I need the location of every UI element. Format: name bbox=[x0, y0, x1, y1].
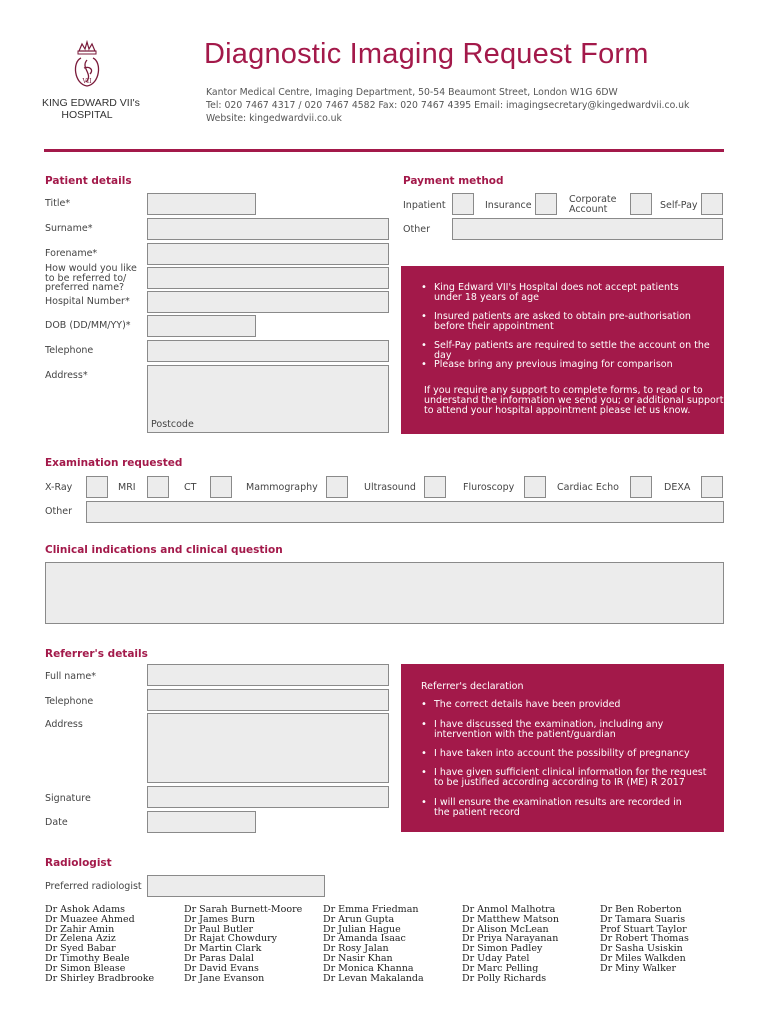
referrer-full-name-field[interactable] bbox=[147, 664, 389, 686]
cardiac-echo-checkbox[interactable] bbox=[630, 476, 652, 498]
examination-heading: Examination requested bbox=[45, 457, 183, 469]
payment-method-heading: Payment method bbox=[403, 175, 504, 187]
hospital-name-line2: HOSPITAL bbox=[61, 109, 113, 121]
radiologist-name: Dr Anmol Malhotra bbox=[462, 904, 556, 915]
radiologist-name: Dr Sarah Burnett-Moore bbox=[184, 904, 303, 915]
fluroscopy-checkbox[interactable] bbox=[524, 476, 546, 498]
info-support-note: If you require any support to complete forms, to read or to understand the information we send you; or additional support to attend your hospital appointment please let us know. bbox=[424, 385, 724, 416]
radiologist-name: Dr Priya Narayanan bbox=[462, 933, 559, 945]
date-field[interactable] bbox=[147, 811, 256, 833]
header-contact: Tel: 020 7467 4317 / 020 7467 4582 Fax: 020 7467 4395 Email: imagingsecretary@kingedwardvii.co.uk bbox=[206, 100, 690, 111]
dexa-label: DEXA bbox=[664, 482, 691, 493]
hospital-logo bbox=[42, 40, 140, 124]
radiologist-name: Dr Syed Babar bbox=[45, 943, 116, 955]
radiologist-name: Dr Nasir Khan bbox=[323, 952, 393, 964]
date-label: Date bbox=[45, 817, 68, 828]
radiologist-column-4 bbox=[462, 905, 559, 983]
referrer-address-field[interactable] bbox=[147, 713, 389, 783]
preferred-radiologist-field[interactable] bbox=[147, 875, 325, 897]
insurance-checkbox[interactable] bbox=[535, 193, 557, 215]
radiologist-name: Prof Stuart Taylor bbox=[600, 923, 687, 935]
radiologist-name: Dr Ashok Adams bbox=[45, 904, 126, 915]
self-pay-checkbox[interactable] bbox=[701, 193, 723, 215]
corporate-account-checkbox[interactable] bbox=[630, 193, 652, 215]
referrer-telephone-field[interactable] bbox=[147, 689, 389, 711]
radiologist-name: Dr Tamara Suaris bbox=[600, 913, 686, 925]
dexa-checkbox[interactable] bbox=[701, 476, 723, 498]
radiologist-name: Dr Martin Clark bbox=[184, 943, 262, 955]
hospital-number-label: Hospital Number* bbox=[45, 296, 130, 307]
radiologist-name: Dr Alison McLean bbox=[462, 923, 549, 935]
radiologist-name: Dr Levan Makalanda bbox=[323, 972, 424, 984]
ultrasound-label: Ultrasound bbox=[364, 482, 416, 493]
radiologist-name: Dr James Burn bbox=[184, 913, 255, 925]
ct-label: CT bbox=[184, 482, 197, 493]
clinical-question-field[interactable] bbox=[45, 562, 724, 624]
inpatient-checkbox[interactable] bbox=[452, 193, 474, 215]
hospital-number-field[interactable] bbox=[147, 291, 389, 313]
patient-info-panel: • King Edward VII's Hospital does not accept patients under 18 years of age • Insured patients are asked to obtain pre-authorisation before their appointment • Self-Pay patients are required to settle the account on the day • Please bring any previous imaging for comparison If you require any support to complete forms, to read or to understand the information we send you; or additional support to attend your hospital appointment please let us know. bbox=[401, 266, 724, 434]
exam-other-field[interactable] bbox=[86, 501, 724, 523]
inpatient-label: Inpatient bbox=[403, 200, 446, 211]
header-divider bbox=[44, 149, 724, 152]
hospital-name-line1: KING EDWARD VII's bbox=[42, 97, 140, 109]
insurance-label: Insurance bbox=[485, 200, 532, 211]
title-label: Title* bbox=[45, 198, 71, 209]
mri-checkbox[interactable] bbox=[147, 476, 169, 498]
signature-field[interactable] bbox=[147, 786, 389, 808]
referrer-address-label: Address bbox=[45, 719, 83, 730]
radiologist-column-1 bbox=[45, 905, 154, 983]
patient-details-heading: Patient details bbox=[45, 175, 132, 187]
payment-other-label: Other bbox=[403, 224, 430, 235]
dob-label: DOB (DD/MM/YY)* bbox=[45, 320, 131, 331]
radiologist-heading: Radiologist bbox=[45, 857, 112, 869]
surname-label: Surname* bbox=[45, 223, 93, 234]
preferred-name-field[interactable] bbox=[147, 267, 389, 289]
radiologist-name: Dr Zelena Aziz bbox=[45, 933, 116, 945]
preferred-radiologist-label: Preferred radiologist bbox=[45, 881, 142, 892]
referrer-declaration-panel: Referrer's declaration • The correct details have been provided • I have discussed the examination, including any intervention with the patient/guardian • I have taken into account the possibility of pregnancy • I have given sufficient clinical information for the request to be justified according according to IR (ME) R 2017 • I will ensure the examination results are recorded in the patient record bbox=[401, 664, 724, 832]
radiologist-name: Dr Marc Pelling bbox=[462, 962, 539, 974]
title-field[interactable] bbox=[147, 193, 256, 215]
info-bullet-self-pay: Self-Pay patients are required to settle the account on the day bbox=[434, 340, 710, 361]
corporate-account-label: Corporate Account bbox=[569, 194, 617, 215]
mammography-checkbox[interactable] bbox=[326, 476, 348, 498]
header-address: Kantor Medical Centre, Imaging Department, 50-54 Beaumont Street, London W1G 6DW bbox=[206, 87, 618, 98]
mri-label: MRI bbox=[118, 482, 136, 493]
header-website: Website: kingedwardvii.co.uk bbox=[206, 113, 342, 124]
referrer-full-name-label: Full name* bbox=[45, 671, 96, 682]
radiologist-name: Dr Paul Butler bbox=[184, 923, 254, 935]
fluroscopy-label: Fluroscopy bbox=[463, 482, 515, 493]
exam-other-label: Other bbox=[45, 506, 72, 517]
radiologist-column-2 bbox=[184, 905, 302, 983]
referrer-heading: Referrer's details bbox=[45, 648, 148, 660]
ultrasound-checkbox[interactable] bbox=[424, 476, 446, 498]
postcode-label: Postcode bbox=[151, 419, 194, 430]
radiologist-name: Dr Matthew Matson bbox=[462, 913, 560, 925]
declaration-results-recorded: I will ensure the examination results are recorded in the patient record bbox=[434, 797, 682, 818]
address-label: Address* bbox=[45, 370, 88, 381]
radiologist-name: Dr Rajat Chowdury bbox=[184, 933, 278, 945]
radiologist-name: Dr Uday Patel bbox=[462, 952, 530, 964]
radiologist-name: Dr Julian Hague bbox=[323, 923, 401, 935]
radiologist-name: Dr Jane Evanson bbox=[184, 972, 265, 984]
declaration-discussed: I have discussed the examination, including any intervention with the patient/guardian bbox=[434, 719, 664, 740]
radiologist-name: Dr Zahir Amin bbox=[45, 923, 115, 935]
clinical-heading: Clinical indications and clinical question bbox=[45, 544, 283, 556]
radiologist-name: Dr Sasha Usiskin bbox=[600, 943, 683, 955]
radiologist-name: Dr Polly Richards bbox=[462, 972, 547, 984]
telephone-label: Telephone bbox=[45, 345, 94, 356]
forename-field[interactable] bbox=[147, 243, 389, 265]
info-bullet-insured: Insured patients are asked to obtain pre-authorisation before their appointment bbox=[434, 311, 691, 332]
radiologist-name: Dr Paras Dalal bbox=[184, 952, 254, 964]
radiologist-name: Dr Ben Roberton bbox=[600, 904, 682, 915]
radiologist-name: Dr Simon Blease bbox=[45, 962, 126, 974]
radiologist-name: Dr Robert Thomas bbox=[600, 933, 689, 945]
radiologist-column-3 bbox=[323, 905, 424, 983]
radiologist-name: Dr Arun Gupta bbox=[323, 913, 395, 925]
radiologist-name: Dr Timothy Beale bbox=[45, 952, 130, 964]
radiologist-name: Dr Muazee Ahmed bbox=[45, 913, 135, 925]
radiologist-column-5 bbox=[600, 905, 689, 974]
mammography-label: Mammography bbox=[246, 482, 318, 493]
radiologist-name: Dr Rosy Jalan bbox=[323, 943, 389, 955]
page-title: Diagnostic Imaging Request Form bbox=[204, 38, 649, 70]
crest-text: VII bbox=[82, 78, 92, 85]
radiologist-name: Dr Amanda Isaac bbox=[323, 933, 406, 945]
cardiac-echo-label: Cardiac Echo bbox=[557, 482, 619, 493]
xray-label: X-Ray bbox=[45, 482, 73, 493]
info-bullet-previous-imaging: Please bring any previous imaging for comparison bbox=[434, 359, 673, 370]
surname-field[interactable] bbox=[147, 218, 389, 240]
signature-label: Signature bbox=[45, 793, 91, 804]
self-pay-label: Self-Pay bbox=[660, 200, 698, 211]
declaration-correct-details: The correct details have been provided bbox=[434, 699, 621, 710]
address-field[interactable] bbox=[147, 365, 389, 433]
declaration-pregnancy: I have taken into account the possibility of pregnancy bbox=[434, 748, 690, 759]
preferred-name-label: How would you like to be referred to/ preferred name? bbox=[45, 263, 137, 293]
declaration-title: Referrer's declaration bbox=[421, 681, 524, 692]
radiologist-name: Dr Shirley Bradbrooke bbox=[45, 972, 155, 984]
radiologist-name: Dr Monica Khanna bbox=[323, 962, 414, 974]
declaration-clinical-info: I have given sufficient clinical information for the request to be justified according according to IR (ME) R 2017 bbox=[434, 767, 707, 788]
radiologist-name: Dr Miny Walker bbox=[600, 962, 677, 974]
radiologist-name: Dr Miles Walkden bbox=[600, 952, 686, 964]
forename-label: Forename* bbox=[45, 248, 98, 259]
radiologist-name: Dr Simon Padley bbox=[462, 943, 543, 955]
payment-other-field[interactable] bbox=[452, 218, 723, 240]
dob-field[interactable] bbox=[147, 315, 256, 337]
telephone-field[interactable] bbox=[147, 340, 389, 362]
ct-checkbox[interactable] bbox=[210, 476, 232, 498]
royal-cypher-icon bbox=[44, 40, 130, 102]
info-bullet-under-18: King Edward VII's Hospital does not accept patients under 18 years of age bbox=[434, 282, 679, 303]
radiologist-name: Dr David Evans bbox=[184, 962, 259, 974]
radiologist-name: Dr Emma Friedman bbox=[323, 904, 419, 915]
referrer-telephone-label: Telephone bbox=[45, 696, 94, 707]
xray-checkbox[interactable] bbox=[86, 476, 108, 498]
